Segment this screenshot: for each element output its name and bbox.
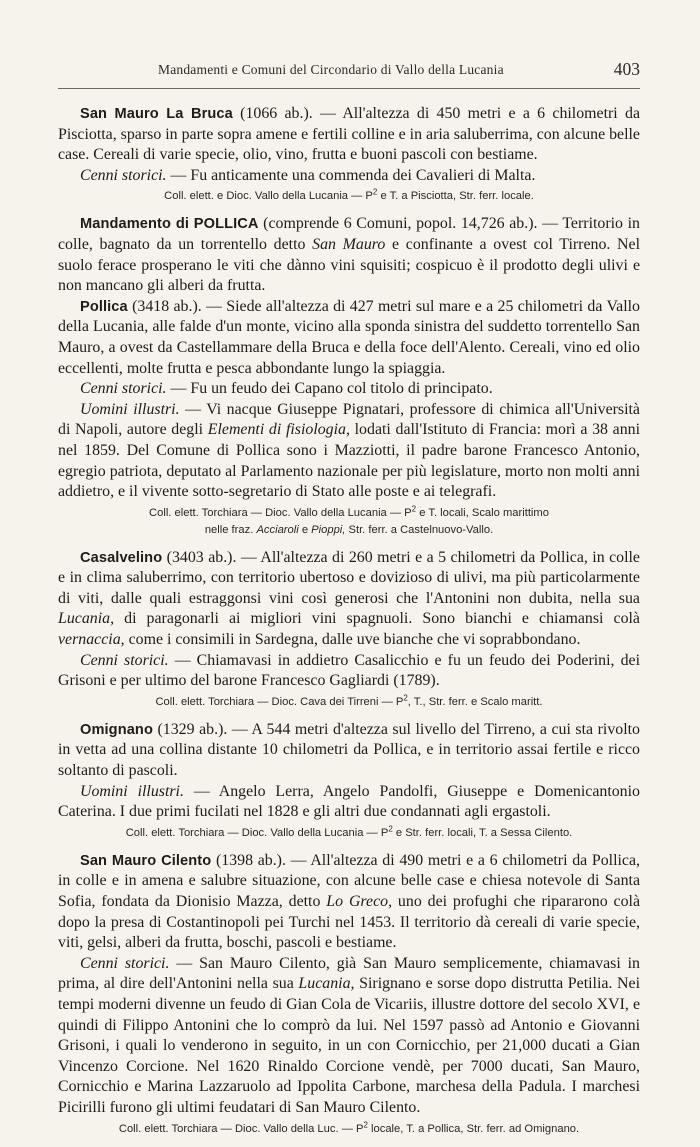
entry-text: e confinante a ovest col Tirreno. Nel suolo ferace prosperano le viti che dànno vini squisiti; cospicuo è il prodotto degli ulivi e non mancano gli alberi da frutta. [58, 235, 641, 295]
entry-title: San Mauro Cilento [80, 852, 212, 869]
entry-text: (1066 ab.). — All'altezza di 450 metri e a 6 chilometri da Pisciotta, sparso in parte sopra amene e fertili colline e in aria saluberrima, con alcune belle case. Cereali di varie specie, olio, vino, frutta e buoni pascoli con bestiame. [58, 105, 640, 164]
section-text: — Fu anticamente una commenda dei Cavalieri di Malta. [166, 166, 536, 184]
page-header [58, 58, 640, 89]
entry-text-italic: Lucania, [58, 610, 115, 628]
note-superscript: 2 [372, 187, 378, 197]
entry-text: di paragonarli ai migliori vini spagnuoli. Sono bianchi e chiamansi colà [114, 610, 640, 628]
note-text: nelle fraz. [204, 523, 257, 536]
section-text: — San Mauro Cilento, già San Mauro semplicemente, chiamavasi in prima, al dire dell'Antonini nella sua [58, 954, 641, 993]
section-text: Sirignano e sorse dopo distrutta Petilia. Nei tempi moderni divenne un feudo di Gian Cola de Vicariis, illustre dottore del secolo XVI, e quindi di Filippo Antonini che lo comprò da lui. Nel 1597 passò ad Antonio e Giovanni Grisoni, i quali lo venderono in seguito, in un con Cornicchio, per 21,000 ducati a Gian Vincenzo Corcione. Nel 1620 Rinaldo Corcione vendè, per 7000 ducati, San Mauro, Cornicchio e Marina Lazzaruolo ad Ippolita Carbone, marchesa della Padula. I marchesi Picirilli furono gli ultimi feudatari di San Mauro Cilento. [58, 975, 640, 1116]
section-label: Cenni storici. [80, 380, 167, 398]
entry-text-italic: vernaccia, [58, 631, 125, 649]
note-text-italic: Pioppi, [311, 523, 346, 536]
historical-notes [58, 954, 640, 1119]
note-text-italic: Acciaroli [256, 523, 299, 536]
historical-notes [58, 166, 640, 187]
notable-people [58, 400, 640, 503]
section-text: — Chiamavasi in addietro Casalicchio e fu un feudo dei Poderini, dei Grisoni e per ultimo del barone Francesco Gagliardi (1789). [58, 651, 640, 690]
electoral-note [58, 505, 640, 539]
note-superscript: 2 [388, 824, 393, 834]
electoral-note [58, 694, 640, 711]
note-superscript: 2 [403, 693, 408, 703]
note-text: locale, T. a Pollica, Str. ferr. ad Omignano. [367, 1122, 580, 1135]
entry-paragraph [58, 297, 640, 379]
entry-san-mauro-la-bruca [58, 104, 640, 205]
note-superscript: 2 [363, 1119, 368, 1129]
electoral-note [58, 825, 640, 842]
entry-paragraph [58, 851, 640, 954]
entry-casalvelino [58, 548, 640, 711]
entry-omignano [58, 720, 640, 842]
running-title: Mandamenti e Comuni del Circondario di Vallo della Lucania [158, 62, 504, 77]
entry-paragraph [58, 548, 640, 651]
entry-text: (1329 ab.). — A 544 metri d'altezza sul livello del Tirreno, a cui sta rivolto in vetta ad una collina distante 10 chilometri da Pollica, e in territorio assai fertile e ricco soltanto di pascoli. [58, 720, 640, 780]
section-label: Cenni storici. [80, 166, 167, 184]
entry-mandamento-pollica [58, 214, 640, 296]
section-label: Cenni storici. [80, 954, 170, 972]
entry-paragraph [58, 214, 640, 296]
section-label: Cenni storici. [80, 651, 169, 669]
entry-title: Casalvelino [80, 549, 163, 566]
note-text: Coll. elett. Torchiara — Dioc. Vallo della Lucania — P [149, 506, 412, 519]
section-text: — Fu un feudo dei Capano col titolo di principato. [166, 380, 493, 398]
section-text: lodati dall'Istituto di Francia: morì a 38 anni nel 1859. Del Comune di Pollica sono i Mazziotti, il padre barone Francesco Antonio, egregio patriota, deputato al Parlamento nazionale per più legislature, morto non molti anni addietro, e il vivente sotto-segretario di Stato alle poste e ai telegrafi. [58, 421, 641, 501]
note-text: Coll. elett. Torchiara — Dioc. Vallo della Luc. — P [118, 1122, 364, 1135]
note-text: e T. locali, Scalo marittimo [416, 506, 549, 519]
notable-people [58, 782, 640, 823]
entry-text: (1398 ab.). — All'altezza di 490 metri e a 6 chilometri da Pollica, in colle e in amena e salubre situazione, con alcune belle case e chiesa notevole di Santa Sofia, fondata da Dionisio Mazza, detto [58, 851, 640, 910]
section-text: — Vi nacque Giuseppe Pignatari, professore di chimica all'Università di Napoli, autore degli [58, 400, 640, 439]
entry-paragraph [58, 104, 640, 166]
entry-paragraph [58, 720, 640, 782]
entry-text: (3403 ab.). — All'altezza di 260 metri e a 5 chilometri da Pollica, in colle e in clima saluberrimo, con territorio ubertoso e dovizioso di ulivi, ma più particolarmente di viti, dalle quali estraggonsi vini così generosi che l'Antonini non dubita, nella sua [58, 548, 640, 607]
note-text: Coll. elett. e Dioc. Vallo della Lucania — P [164, 190, 373, 203]
note-text: e T. a Pisciotta, Str. ferr. locale. [377, 190, 534, 203]
entry-title: San Mauro La Bruca [80, 106, 233, 122]
note-superscript: 2 [411, 503, 417, 513]
page-content [58, 104, 640, 1147]
entry-text-italic: San Mauro [312, 235, 386, 253]
entry-title: Mandamento di POLLICA [80, 216, 259, 233]
entry-text: come i consimili in Sardegna, dalle uve bianche che vi soprabbondano. [124, 631, 581, 649]
page-number: 403 [613, 59, 640, 79]
entry-text-italic: Lo Greco, [326, 893, 393, 910]
section-label: Uomini illustri. [80, 782, 184, 800]
note-text: Str. ferr. a Castelnuovo-Vallo. [345, 523, 494, 536]
entry-text: (3418 ab.). — Siede all'altezza di 427 metri sul mare e a 25 chilometri da Vallo della Lucania, alle falde d'un monte, vicino alla sponda sinistra del suddetto torrentello San Mauro, a ovest da Castellammare della Bruca e della foce dell'Alento. Cereali, vino ed olio eccellenti, molte frutta e pesca abbondante lungo la spiaggia. [58, 297, 640, 377]
entry-text: (comprende 6 Comuni, popol. 14,726 ab.). — Territorio in colle, bagnato da un torrentello detto [58, 215, 640, 253]
note-text: e [298, 523, 312, 536]
note-text: , T., Str. ferr. e Scalo maritt. [407, 695, 543, 708]
note-text: Coll. elett. Torchiara — Dioc. Cava dei Tirreni — P [155, 695, 404, 708]
electoral-note [58, 1121, 640, 1138]
entry-pollica [58, 297, 640, 539]
section-text-italic: Elementi di fisiologia, [207, 421, 350, 439]
note-text: Coll. elett. Torchiara — Dioc. Vallo della Lucania — P [125, 826, 389, 839]
section-text: — Angelo Lerra, Angelo Pandolfi, Giuseppe e Domenicantonio Caterina. I due primi fucilati nel 1828 e gli altri due condannati agli ergastoli. [58, 782, 640, 821]
section-text-italic: Lucania, [298, 975, 355, 993]
note-text: e Str. ferr. locali, T. a Sessa Cilento. [392, 826, 573, 839]
entry-title: Pollica [80, 298, 128, 315]
entry-text: uno dei profughi che ripararono colà dopo la presa di Costantinopoli pei Turchi nel 1453. Il territorio dà cereali di varie specie, viti, gelsi, alberi da frutta, boschi, pascoli e bestiame. [58, 893, 640, 952]
entry-san-mauro-cilento [58, 851, 640, 1138]
historical-notes [58, 651, 640, 692]
historical-notes [58, 379, 640, 400]
section-label: Uomini illustri. [80, 400, 180, 418]
entry-title: Omignano [80, 721, 153, 738]
electoral-note [58, 188, 640, 205]
